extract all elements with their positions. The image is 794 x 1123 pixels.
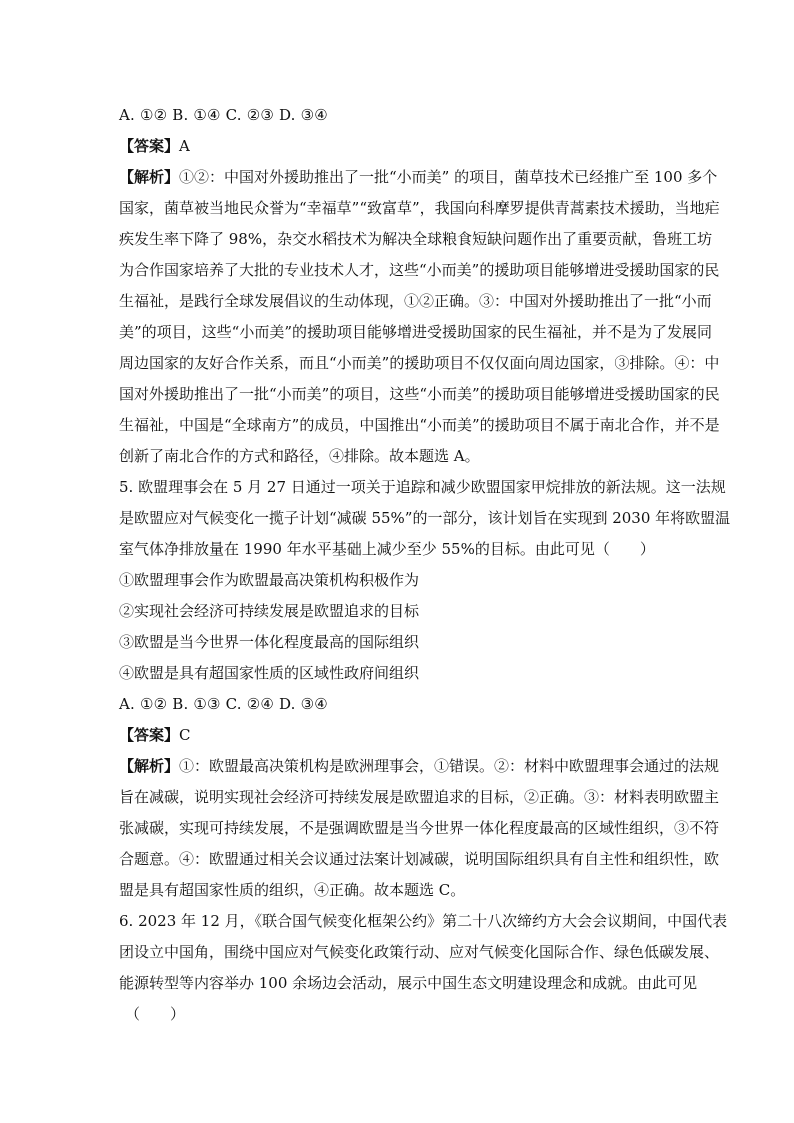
line-text: ②实现社会经济可持续发展是欧盟追求的目标 [119, 602, 420, 620]
q4-analysis-line [119, 410, 720, 441]
q4-options [119, 100, 679, 131]
line-text: （ ） [125, 1005, 186, 1023]
q4-analysis-line [119, 193, 720, 224]
line-text: 国家，菌草被当地民众誉为“幸福草”“致富草”，我国向科摩罗提供青蒿素技术援助，当地疟 [119, 199, 720, 217]
answer-value: C [179, 726, 191, 744]
line-text: 为合作国家培养了大批的专业技术人才，这些“小而美”的援助项目能够增进受援助国家的民 [119, 261, 720, 279]
line-text: 室气体净排放量在 1990 年水平基础上减少至少 55%的目标。由此可见（ ） [119, 540, 655, 558]
line-text: ③欧盟是当今世界一体化程度最高的国际组织 [119, 633, 420, 651]
line-text: 周边国家的友好合作关系，而且“小而美”的援助项目不仅仅面向周边国家，③排除。④：中 [119, 354, 720, 372]
q5-analysis-line [119, 782, 720, 813]
q6-stem-line [119, 937, 720, 968]
answer-value: A [179, 137, 190, 155]
line-text: 美”的项目，这些“小而美”的援助项目能够增进受援助国家的民生福祉，并不是为了发展同 [119, 323, 713, 341]
line-text: 疾发生率下降了 98%，杂交水稻技术为解决全球粮食短缺问题作出了重要贡献，鲁班工坊 [119, 230, 713, 248]
line-text: 旨在减碳，说明实现社会经济可持续发展是欧盟追求的目标，②正确。③：材料表明欧盟主 [119, 788, 720, 806]
q4-answer [119, 131, 679, 162]
q6-stem-line [119, 968, 698, 999]
line-text: A. ①② B. ①④ C. ②③ D. ③④ [119, 106, 328, 124]
line-text: ①②：中国对外援助推出了一批“小而美” 的项目，菌草技术已经推广至 100 多个 [179, 168, 718, 186]
answer-label: 【答案】 [119, 726, 180, 744]
line-text: A. ①② B. ①③ C. ②④ D. ③④ [119, 695, 328, 713]
q4-analysis-line [119, 224, 713, 255]
q5-analysis-line [119, 875, 679, 906]
line-text: 团设立中国角，围绕中国应对气候变化政策行动、应对气候变化国际合作、绿色低碳发展、 [119, 943, 720, 961]
q4-analysis-line [119, 348, 720, 379]
q5-statement-1 [119, 565, 679, 596]
line-text: ①：欧盟最高决策机构是欧洲理事会，①错误。②：材料中欧盟理事会通过的法规 [179, 757, 720, 775]
q5-statement-4 [119, 658, 679, 689]
line-text: 6. 2023 年 12 月，《联合国气候变化框架公约》第二十八次缔约方大会会议期间，中国代表 [119, 912, 728, 930]
line-text: 张减碳，实现可持续发展，不是强调欧盟是当今世界一体化程度最高的区域性组织，③不符 [119, 819, 720, 837]
analysis-label: 【解析】 [119, 168, 180, 186]
line-text: ④欧盟是具有超国家性质的区域性政府间组织 [119, 664, 420, 682]
line-text: 国对外援助推出了一批“小而美”的项目，这些“小而美”的援助项目能够增进受援助国家的民 [119, 385, 720, 403]
q5-stem-line [119, 472, 726, 503]
line-text: ①欧盟理事会作为欧盟最高决策机构积极作为 [119, 571, 420, 589]
line-text: 生福祉，中国是“全球南方”的成员，中国推出“小而美”的援助项目不属于南北合作，并不是 [119, 416, 720, 434]
q6-stem-line [119, 906, 728, 937]
q5-answer [119, 720, 679, 751]
q5-stem-line [119, 534, 679, 565]
line-text: 盟是具有超国家性质的组织，④正确。故本题选 C。 [119, 881, 466, 899]
q5-analysis-line [119, 751, 720, 782]
analysis-label: 【解析】 [119, 757, 180, 775]
line-text: 能源转型等内容举办 100 余场边会活动，展示中国生态文明建设理念和成就。由此可见 [119, 974, 698, 992]
document-page [119, 100, 731, 1030]
q4-analysis-line [119, 286, 712, 317]
q5-stem-line [119, 503, 731, 534]
q5-analysis-line [119, 813, 720, 844]
q4-analysis-line [119, 317, 713, 348]
q4-analysis-line [119, 255, 720, 286]
answer-label: 【答案】 [119, 137, 180, 155]
q5-statement-2 [119, 596, 679, 627]
line-text: 合题意。④：欧盟通过相关会议通过法案计划减碳，说明国际组织具有自主性和组织性，欧 [119, 850, 720, 868]
q5-statement-3 [119, 627, 679, 658]
q4-analysis-line [119, 441, 679, 472]
q6-answer-blank [119, 999, 679, 1030]
q4-analysis-line [119, 162, 718, 193]
line-text: 5. 欧盟理事会在 5 月 27 日通过一项关于追踪和减少欧盟国家甲烷排放的新法规。这一法规 [119, 478, 726, 496]
q5-options [119, 689, 679, 720]
line-text: 生福祉，是践行全球发展倡议的生动体现，①②正确。③：中国对外援助推出了一批“小而 [119, 292, 712, 310]
line-text: 是欧盟应对气候变化一揽子计划“减碳 55%”的一部分，该计划旨在实现到 2030 年将欧盟温 [119, 509, 731, 527]
line-text: 创新了南北合作的方式和路径，④排除。故本题选 A。 [119, 447, 480, 465]
q5-analysis-line [119, 844, 720, 875]
q4-analysis-line [119, 379, 720, 410]
